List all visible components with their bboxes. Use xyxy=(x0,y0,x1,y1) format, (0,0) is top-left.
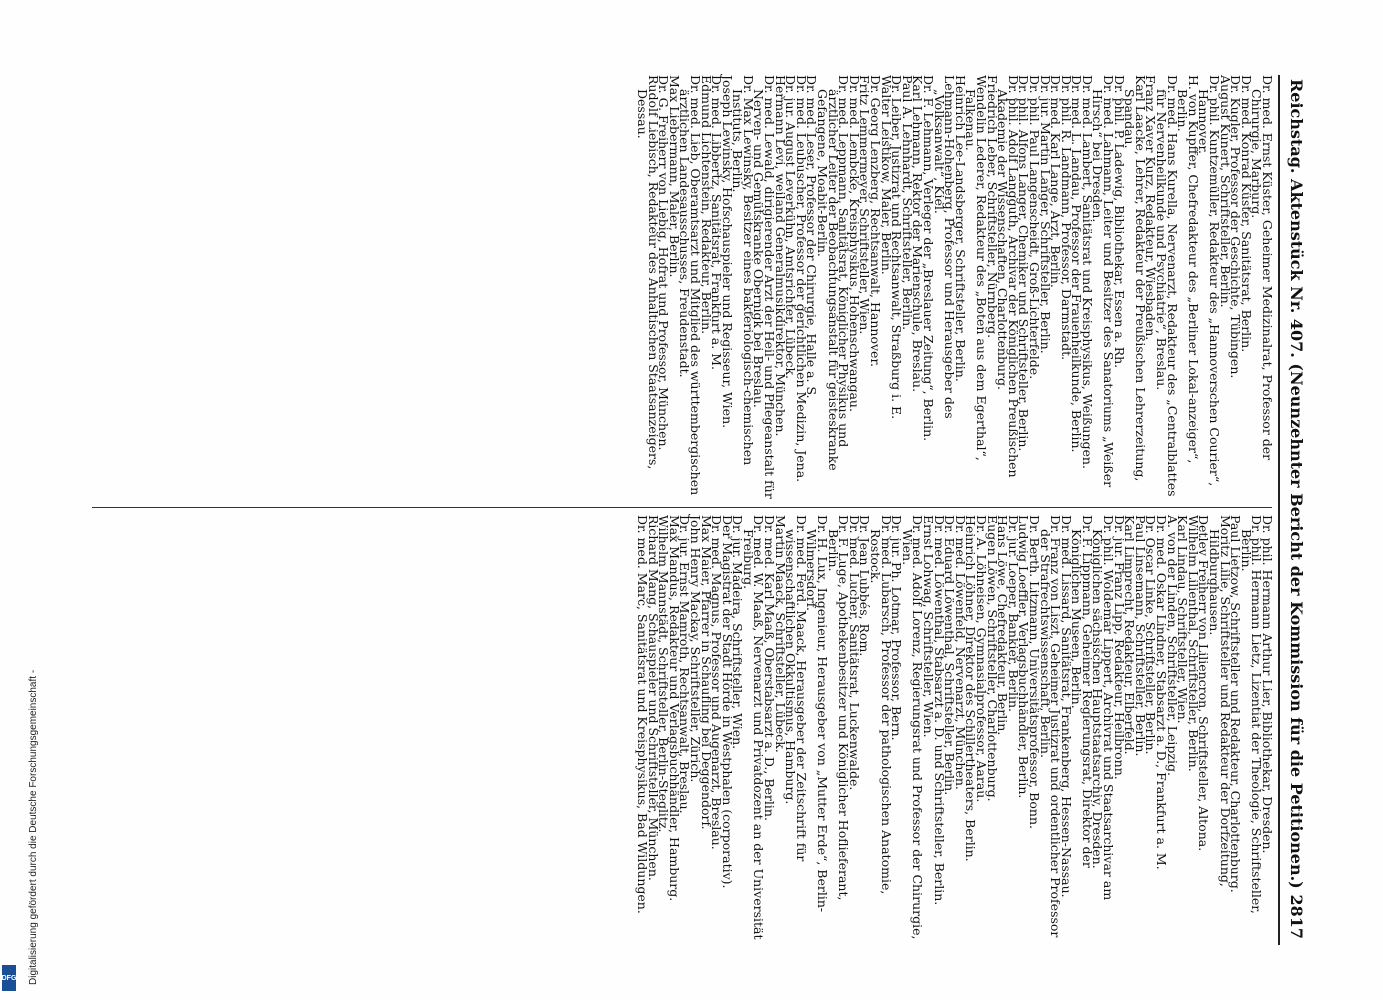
list-entry: Dr. med. Lewald, dirigierender Arzt der Heil- und Pflegeanstalt für Nerven- und Gemütskranke Obernigk bei Breslau. xyxy=(751,75,778,499)
list-entry: Dr. med. Leppmann, Sanitätsrat, Königlicher Physikus und ärztlicher Leiter der Beobachtungsanstalt für geisteskranke Gefangene, Moabit-Berlin. xyxy=(815,75,852,471)
list-entry: Dr. med. W. Maaß, Nervenarzt und Privatdozent an der Universität Freiburg. xyxy=(740,515,767,940)
list-entry: Karl Limprecht, Redakteur, Elberfeld. xyxy=(1122,515,1138,755)
list-entry: Dr. med. Löwenthal, Stabsarzt a. D. und Schriftsteller, Berlin. xyxy=(931,515,947,906)
list-entry: Dr. jur. Ph. Lotmar, Professor, Bern. xyxy=(889,515,905,741)
list-entry: Dr. med. Ferd. Maack, Herausgeber der Zeitschrift für wissenschaftlichen Okkultismus, Hamburg. xyxy=(783,515,809,862)
list-entry: Karl Lehmann, Rektor der Marienschule, Breslau. xyxy=(910,75,926,393)
list-entry: Karl Lindau, Schriftsteller, Wien. xyxy=(1175,515,1191,724)
list-entry: Dr. med. Lahmann, Leiter und Besitzer des Sanatoriums „Weißer Hirsch“ bei Dresden. xyxy=(1090,75,1117,488)
list-entry: Der Magistrat der Stadt Hörde in Westphalen (corporativ). xyxy=(719,515,735,889)
list-entry: Wilhelm Lilienthal, Schriftsteller, Berlin. xyxy=(1185,515,1201,772)
digitization-credit: Digitalisierung gefördert durch die Deutsche Forschungsgemeinschaft - xyxy=(28,669,39,985)
list-entry: Dr. med. Hans Kurella, Nervenarzt, Redakteur des „Centralblattes für Nervenheilkunde und Psychiatrie“, Breslau. xyxy=(1154,75,1180,497)
list-entry: Max Liebermann, Maler, Berlin. xyxy=(666,75,682,278)
list-entry: Dr. A. Löhneisen, Gymnasialprofessor, Aarau. xyxy=(973,515,989,803)
list-entry: Dr. Leiber, Justizrat und Rechtsanwalt, Straßburg i. E. xyxy=(889,75,905,420)
list-entry: John Henry Mackay, Schriftsteller, Zürich. xyxy=(687,515,703,783)
list-entry: Dr. med. Lubarsch, Professor der pathologischen Anatomie, Rostock. xyxy=(868,515,894,895)
list-entry: Karl Laacke, Lehrer, Redakteur der Preußischen Lehrerzeitung, Spandau. xyxy=(1122,75,1148,482)
list-entry: Walter Leistikow, Maler, Berlin. xyxy=(878,75,894,275)
page-number: 2817 xyxy=(1287,894,1306,939)
list-entry: Dr. H. Lux, Ingenieur, Herausgeber von „Mutter Erde“, Berlin-Wilmersdorf. xyxy=(804,515,831,913)
list-entry: Hans Löwe, Chefredakteur, Berlin. xyxy=(995,515,1011,736)
list-entry: Dr. med. Lucher, Sanitätsrat, Luckenwalde. xyxy=(846,515,862,791)
list-entry: Dr. F. Luge, Apothekenbesitzer und Königlicher Hoflieferant, Berlin. xyxy=(825,515,852,901)
running-title: Reichstag. Aktenstück Nr. 407. (Neunzehnter Bericht der Kommission für die Petitionen.) xyxy=(1287,79,1306,889)
list-entry: Detlev Freiherr von Liliencron, Schriftsteller, Altona. xyxy=(1196,515,1212,852)
list-entry: Hermann Levi, weiland Generalmusikdirektor, München. xyxy=(772,75,788,437)
left-column xyxy=(634,75,1275,500)
list-entry: Dr. jur. August Leverkühn, Amtsrichter, Lübeck. xyxy=(783,75,799,380)
list-entry: Dr. med. L. Landau, Professor der Frauenheilkunde, Berlin. xyxy=(1069,75,1085,453)
list-entry: Fritz Lemmermeyer, Schriftsteller, Wien. xyxy=(857,75,873,335)
list-entry: Dr. Kugler, Professor der Geschichte, Tübingen. xyxy=(1228,75,1244,379)
list-entry: Dr. phil. Adolf Langguth, Archivar der Königlichen Preußischen Akademie der Wissenschaften, Charlottenburg. xyxy=(995,75,1021,478)
list-entry: Dr. Oscar Linke, Schriftsteller, Berlin. xyxy=(1143,515,1159,755)
list-entry: Max Mandus, Redakteur und Verlagsbuchhändler, Hamburg. xyxy=(666,515,682,902)
list-entry: Eugen Löwen, Schriftsteller, Charlottenburg. xyxy=(984,515,1000,802)
list-entry: Paul A. Lehnhardt, Schriftsteller, Berlin. xyxy=(899,75,915,331)
list-entry: Dr. med. Konrad Küster, Sanitätsrat, Berlin. xyxy=(1238,75,1254,353)
page-header xyxy=(1278,75,1310,945)
list-entry: Dr. jur. Franz Lipp, Redakteur, Heilbronn. xyxy=(1111,515,1127,780)
list-entry: Dr. med. Karl Lange, Arzt, Berlin. xyxy=(1048,75,1064,288)
list-entry: Dr. Berth. Litzmann, Universitätsprofessor, Bonn. xyxy=(1026,515,1042,829)
list-entry: Dr. med. Lissard, Sanitätsrat, Frankenberg, Hessen-Nassau. xyxy=(1058,515,1074,898)
list-entry: Dr. med. Oskar Lindner, Stabsarzt a. D., Frankfurt a. M. xyxy=(1154,515,1170,870)
dfg-logo-icon: DFG xyxy=(2,965,16,991)
list-entry: Wendelin Lederer, Redakteur des „Boten aus dem Egerthal“, Falkenau. xyxy=(963,75,989,461)
list-entry: August Kunert, Schriftsteller, Berlin. xyxy=(1217,75,1233,308)
list-entry: A. von der Linden, Schriftsteller, Leipzig. xyxy=(1164,515,1180,776)
list-entry: Dr. med. Lieb, Oberamtsarzt und Mitglied des württembergischen ärztlichen Landesausschusses, Freudenstadt. xyxy=(677,75,703,496)
list-entry: Rudolf Liebisch, Redakteur des Anhaltischen Staatsanzeigers, Dessau. xyxy=(634,75,661,470)
list-entry: Dr. F. Lehmann, Verleger der „Breslauer Zeitung“, Berlin. xyxy=(921,75,936,442)
list-entry: Dr. G. Freiherr von Liebig, Hofrat und Professor, München. xyxy=(656,75,672,451)
list-entry: Dr. phil. P. Ladewig, Bibliothekar, Essen a. Rh. xyxy=(1111,75,1127,369)
column-divider xyxy=(92,507,1272,508)
list-entry: Dr. Max Lewinsky, Besitzer eines bakteriologisch-chemischen Instituts, Berlin. xyxy=(730,75,756,466)
list-entry: Ludwig Loeffler, Verlagsbuchhändler, Berlin. xyxy=(1016,515,1032,799)
list-entry: Joseph Lewinsky, Hofschauspieler und Regisseur, Wien. xyxy=(719,75,735,429)
list-entry: Edmund Lichtenstein, Redakteur, Berlin. xyxy=(698,75,714,335)
list-entry: Dr. F. Lippmann, Geheimer Regierungsrat, Direktor der Königlichen Museen, Berlin. xyxy=(1069,515,1095,868)
list-entry: Dr. phil. Alfons Langer, Chemiker und Schriftsteller, Berlin. xyxy=(1016,75,1032,452)
list-entry: Dr. med. Lembcke, Kreisphysikus, Hohenschwangau. xyxy=(846,75,862,412)
list-entry: Friedrich Leber, Schriftsteller, Nürnberg. xyxy=(984,75,1000,339)
list-entry: Max Maier, Pfarrer in Schaufling bei Deggendorf. xyxy=(698,515,714,830)
list-entry: Lehmann-Hohenberg, Professor und Herausgeber des „Volksanwalt“, Kiel. xyxy=(931,75,958,419)
list-entry: Dr. jur. Martin Langer, Schriftsteller, Berlin. xyxy=(1037,75,1053,354)
list-entry: Dr. jur. Ernst Mamroth, Rechtsanwalt, Breslau. xyxy=(677,515,693,814)
list-entry: Dr. med. Marc, Sanitätsrat und Kreisphysikus, Bad Wildungen. xyxy=(634,515,650,914)
list-entry: Dr. phil. Hermann Lietz, Lizentiat der Theologie, Schriftsteller, Berlin. xyxy=(1238,515,1265,914)
list-entry: Dr. jur. Madeira, Schriftsteller, Wien. xyxy=(730,515,746,750)
list-entry: Moritz Lilie, Schriftsteller und Redakteur der Dorfzeitung, Hildburghausen. xyxy=(1207,515,1233,887)
list-entry: Paul Linsemann, Schriftsteller, Berlin. xyxy=(1132,515,1148,757)
list-entry: Heinrich Löhner, Direktor des Schillertheaters, Berlin. xyxy=(963,515,979,862)
list-entry: Dr. Jean Lubbés, Rom. xyxy=(857,515,873,657)
list-entry: Dr. med. Löwenfeld, Nervenarzt, München. xyxy=(952,515,968,790)
list-entry: Paul Lietzow, Schriftsteller und Redakteur, Charlottenburg. xyxy=(1228,515,1244,893)
list-entry: H. von Kupffer, Chefredakteur des „Berliner Lokal-anzeiger“, Berlin. xyxy=(1175,75,1201,464)
list-entry: Dr. phil. Kuntzemüller, Redakteur des „Hannoverschen Courier“, Hannover. xyxy=(1196,75,1223,487)
list-entry: Dr. phil. R. Landmann, Professor, Darmstadt. xyxy=(1058,75,1074,361)
list-entry: Dr. Franz von Liszt, Geheimer Justizrat und ordentlicher Professor der Strafrechtswissenschaft, Berlin. xyxy=(1037,515,1064,938)
right-column xyxy=(634,515,1275,940)
list-entry: Dr. med. Adolf Lorenz, Regierungsrat und Professor der Chirurgie, Wien. xyxy=(899,515,926,940)
list-entry: Wilhelm Mannstädt, Schriftsteller, Berlin-Steglitz. xyxy=(656,515,672,833)
list-entry: Dr. Georg Lenzberg, Rechtsanwalt, Hannover. xyxy=(868,75,884,368)
list-entry: Dr. med. Libbertz, Sanitätsrat, Frankfurt a. M. xyxy=(709,75,725,370)
list-entry: Franz Xaver Kurz, Redakteur, Wiesbaden. xyxy=(1143,75,1159,341)
list-entry: Dr. med. Ernst Küster, Geheimer Medizinalrat, Professor der Chirurgie, Marburg. xyxy=(1249,75,1275,461)
rotated-document xyxy=(90,75,1310,945)
list-entry: Heinrich Lee-Landsberger, Schriftsteller, Berlin. xyxy=(952,75,968,382)
list-entry: Dr. phil. Hermann Arthur Lier, Bibliothekar, Dresden. xyxy=(1260,515,1275,854)
list-entry: Dr. med. Leser, Professor der Chirurgie, Halle a. S. xyxy=(804,75,820,399)
list-entry: Dr. med. Karl Maaß, Oberstabsarzt a. D., Berlin. xyxy=(762,515,778,821)
list-entry: Dr. phil. Woldemar Lippert, Archivrat und Staatsarchivar am Königlichen sächsischen Hauptstaatsarchiv, Dresden. xyxy=(1090,515,1117,901)
list-entry: Ernst Lohwag, Schriftsteller, Wien. xyxy=(921,515,936,738)
list-entry: Dr. jur. Loeper, Bankier, Berlin. xyxy=(1005,515,1021,713)
list-entry: Dr. med. Magnus, Professor und Augenarzt, Breslau. xyxy=(709,515,725,850)
list-entry: Dr. phil. Paul Langenscheidt, Groß-Lichterfelde. xyxy=(1026,75,1042,380)
list-entry: Dr. med. Leubuscher, Professor der gerichtlichen Medizin, Jena. xyxy=(793,75,809,483)
list-entry: Martin Maack, Schriftsteller, Lübeck. xyxy=(772,515,788,753)
list-entry: Dr. med. Lambert, Sanitätsrat und Kreisphysikus, Weißungen. xyxy=(1079,75,1095,469)
list-entry: Dr. Eduard Löwenthal, Schriftsteller, Berlin. xyxy=(942,515,958,796)
list-entry: Richard Mang, Schauspieler und Schriftsteller, München. xyxy=(645,515,661,881)
